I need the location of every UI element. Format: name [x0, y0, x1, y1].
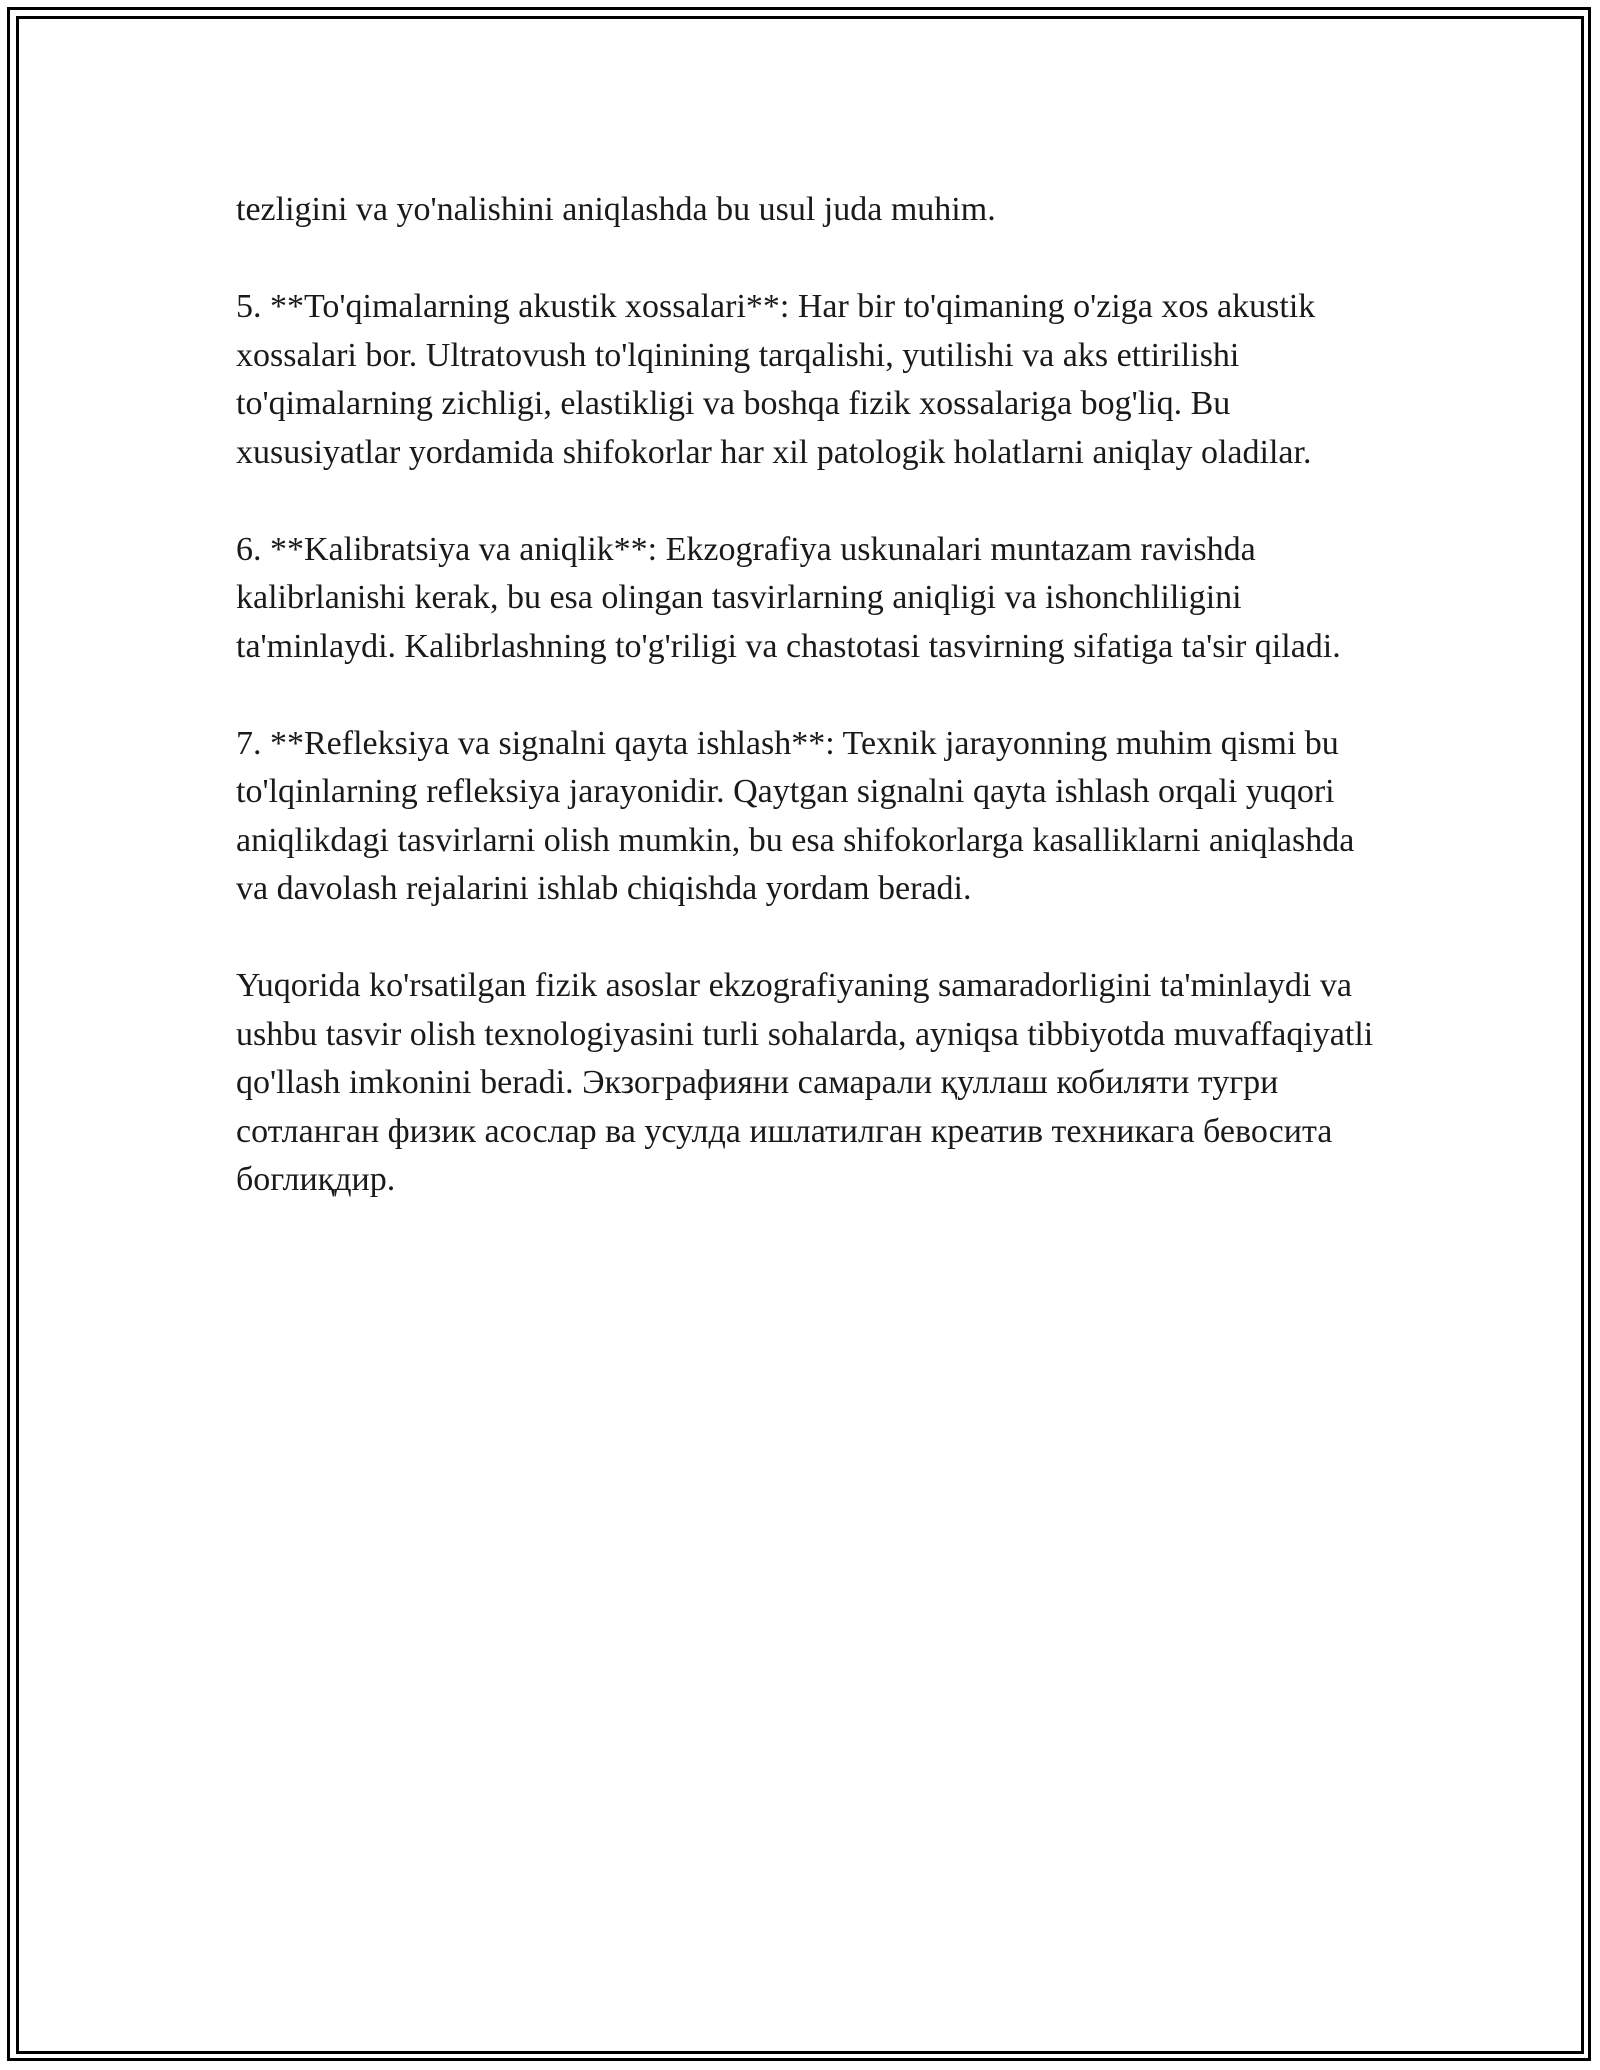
paragraph-item-6: 6. **Kalibratsiya va aniqlik**: Ekzografiya uskunalari muntazam ravishda kalibrlanishi kerak, bu esa olingan tasvirlarning aniqligi va ishonchliligini ta'minlaydi. Kalibrlashning to'g'riligi va chastotasi tasvirning sifatiga ta'sir qiladi.	[236, 530, 1341, 665]
paragraph-item-7: 7. **Refleksiya va signalni qayta ishlash**: Texnik jarayonning muhim qismi bu to'lqinlarning refleksiya jarayonidir. Qaytgan signalni qayta ishlash orqali yuqori aniqlikdagi tasvirlarni olish mumkin, bu esa shifokorlarga kasalliklarni aniqlashda va davolash rejalarini ishlab chiqishda yordam beradi.	[236, 724, 1355, 907]
paragraph-continuation: tezligini va yo'nalishini aniqlashda bu usul juda muhim.	[236, 191, 996, 228]
paragraph-conclusion: Yuqorida ko'rsatilgan fizik asoslar ekzografiyaning samaradorligini ta'minlaydi va ushbu tasvir olish texnologiyasini turli sohalarda, ayniqsa tibbiyotda muvaffaqiyatli qo'llash imkonini beradi. Экзографияни самарали қуллаш кобиляти тугри сотланган физик асослар ва усулда ишлатилган креатив техникага бевосита боглиқдир.	[236, 967, 1374, 1198]
document-body	[236, 186, 1376, 1253]
paragraph-item-5: 5. **To'qimalarning akustik xossalari**: Har bir to'qimaning o'ziga xos akustik xossalari bor. Ultratovush to'lqinining tarqalishi, yutilishi va aks ettirilishi to'qimalarning zichligi, elastikligi va boshqa fizik xossalariga bog'liq. Bu xususiyatlar yordamida shifokorlar har xil patologik holatlarni aniqlay oladilar.	[236, 288, 1316, 471]
